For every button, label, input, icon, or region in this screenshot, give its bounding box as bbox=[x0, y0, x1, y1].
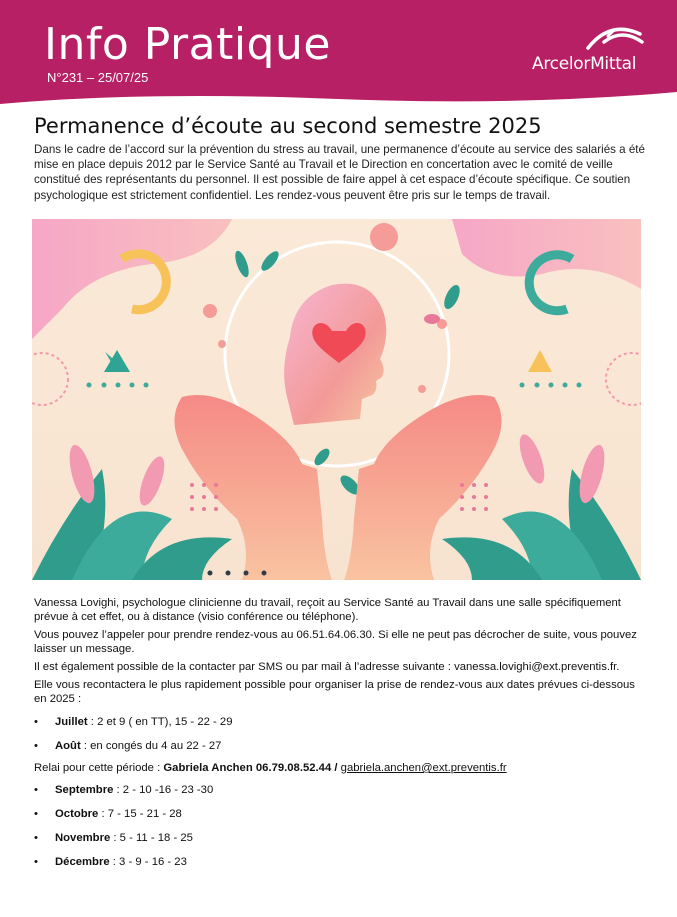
month-label: Novembre bbox=[55, 832, 111, 844]
bullet-icon: • bbox=[34, 740, 38, 752]
bullet-icon: • bbox=[34, 716, 38, 728]
list-item bbox=[34, 778, 646, 802]
bullet-icon: • bbox=[34, 832, 38, 844]
list-item bbox=[34, 734, 646, 758]
paragraph-phone: Vous pouvez l’appeler pour prendre rendez-vous au 06.51.64.06.30. Si elle ne peut pas décrocher de suite, vous pouvez laisser un message. bbox=[34, 629, 637, 655]
list-item bbox=[34, 802, 646, 826]
paragraph-dates-intro: Elle vous recontactera le plus rapidement possible pour organiser la prise de rendez-vous aux dates prévues ci-dessous en 2025 : bbox=[34, 679, 635, 705]
month-label: Août bbox=[55, 740, 81, 752]
relay-line bbox=[34, 758, 646, 778]
list-item bbox=[34, 826, 646, 850]
article-intro: Dans le cadre de l’accord sur la prévention du stress au travail, une permanence d’écoute au service des salariés a été mise en place depuis 2012 par le Service Santé au Travail et le Direction en concertation avec le comité de veille constitué des représentants du personnel. Il est possible de faire appel à cet espace d’écoute spécifique. Ce soutien psychologique est strictement confidentiel. Les rendez-vous peuvent être pris sur le temps de travail. bbox=[34, 143, 645, 202]
list-item bbox=[34, 710, 646, 734]
list-item bbox=[34, 850, 646, 874]
month-label: Septembre bbox=[55, 784, 114, 796]
paragraph-contact: Il est également possible de la contacter par SMS ou par mail à l’adresse suivante : vanessa.lovighi@ext.preventis.fr. bbox=[34, 661, 620, 673]
relay-email-link[interactable]: gabriela.anchen@ext.preventis.fr bbox=[340, 762, 507, 774]
newsletter-title: Info Pratique bbox=[44, 19, 331, 70]
month-dates: : 5 - 11 - 18 - 25 bbox=[113, 832, 193, 844]
psychological-support-illustration bbox=[32, 219, 641, 580]
paragraph-psychologist: Vanessa Lovighi, psychologue clinicienne du travail, reçoit au Service Santé au Travail dans une salle spécifiquement prévue à cet effet, ou à distance (visio conférence ou téléphone). bbox=[34, 597, 621, 623]
article-title: Permanence d’écoute au second semestre 2025 bbox=[34, 114, 542, 138]
article-body bbox=[34, 596, 646, 874]
month-dates: : en congés du 4 au 22 - 27 bbox=[83, 740, 222, 752]
bullet-icon: • bbox=[34, 784, 38, 796]
bullet-icon: • bbox=[34, 856, 38, 868]
relay-prefix: Relai pour cette période : bbox=[34, 762, 164, 774]
month-label: Juillet bbox=[55, 716, 88, 728]
header-banner bbox=[0, 0, 677, 108]
bullet-icon: • bbox=[34, 808, 38, 820]
month-label: Octobre bbox=[55, 808, 99, 820]
month-dates: : 2 et 9 ( en TT), 15 - 22 - 29 bbox=[90, 716, 233, 728]
month-label: Décembre bbox=[55, 856, 110, 868]
month-dates: : 3 - 9 - 16 - 23 bbox=[112, 856, 187, 868]
logo-text: ArcelorMittal bbox=[532, 54, 637, 74]
relay-name-phone: Gabriela Anchen 06.79.08.52.44 / bbox=[163, 762, 341, 774]
month-dates: : 2 - 10 -16 - 23 -30 bbox=[116, 784, 214, 796]
month-dates: : 7 - 15 - 21 - 28 bbox=[101, 808, 182, 820]
issue-number-date: N°231 – 25/07/25 bbox=[47, 70, 149, 85]
